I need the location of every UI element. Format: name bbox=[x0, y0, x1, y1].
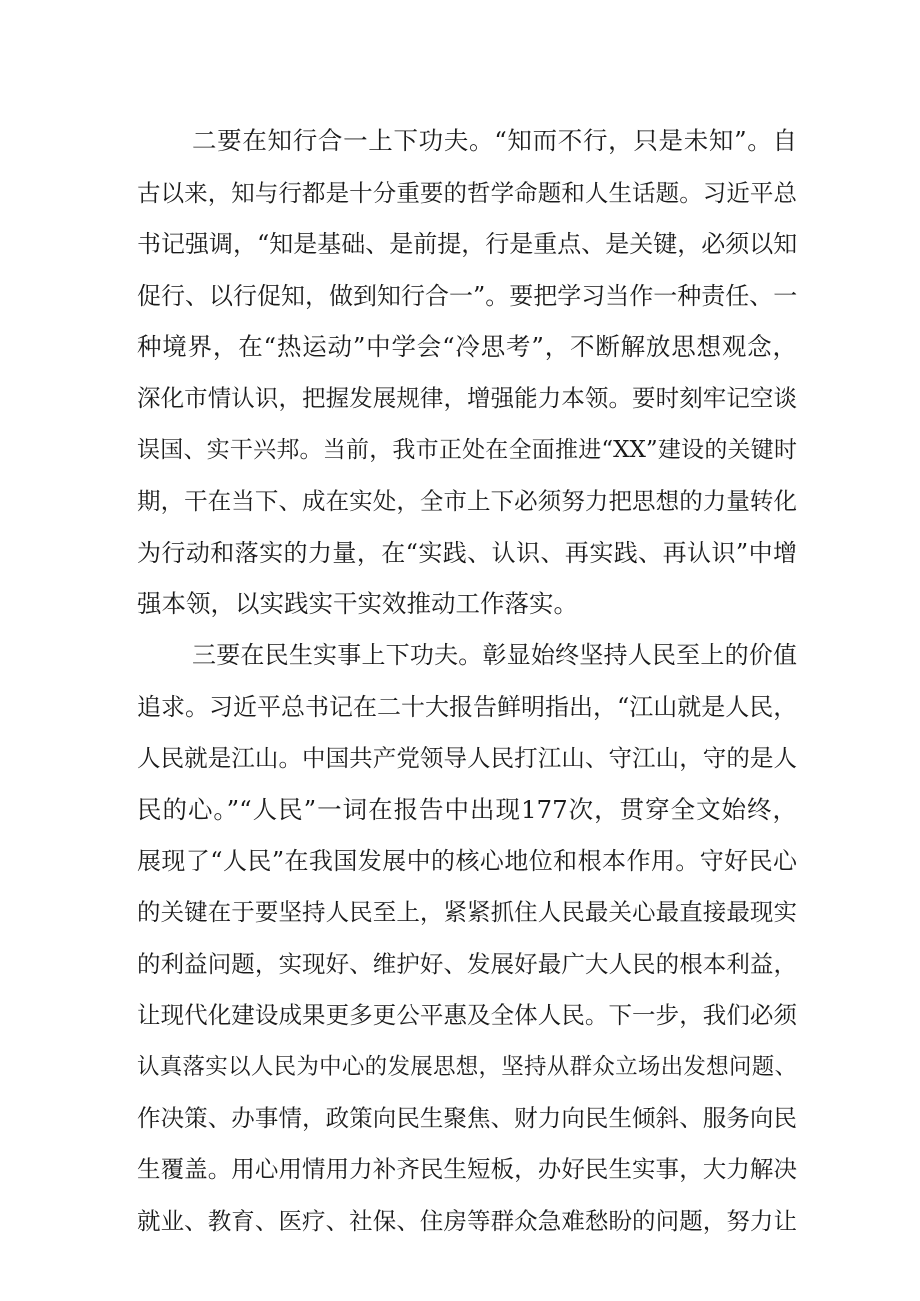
text-line: 强本领，以实践实干实效推动工作落实。 bbox=[137, 589, 578, 618]
text-line: 让现代化建设成果更多更公平惠及全体人民。下一步，我们必须 bbox=[137, 1001, 797, 1029]
text-line: 三要在民生实事上下功夫。彰显始终坚持人民至上的价值 bbox=[192, 641, 797, 669]
text-line: 人民就是江山。中国共产党领导人民打江山、守江山，守的是人 bbox=[137, 744, 797, 772]
text-line: 就业、教育、医疗、社保、住房等群众急难愁盼的问题，努力让 bbox=[137, 1207, 797, 1235]
text-line: 期，干在当下、成在实处，全市上下必须努力把思想的力量转化 bbox=[137, 487, 797, 515]
text-line: 误国、实干兴邦。当前，我市正处在全面推进“XX”建设的关键时 bbox=[137, 437, 797, 463]
text-line: 展现了“人民”在我国发展中的核心地位和根本作用。守好民心 bbox=[137, 847, 797, 875]
text-line: 书记强调，“知是基础、是前提，行是重点、是关键，必须以知 bbox=[137, 230, 798, 258]
text-line: 促行、以行促知，做到知行合一”。要把学习当作一种责任、一 bbox=[137, 282, 798, 310]
text-line: 为行动和落实的力量，在“实践、认识、再实践、再认识”中增 bbox=[137, 539, 797, 567]
text-line: 作决策、办事情，政策向民生聚焦、财力向民生倾斜、服务向民 bbox=[137, 1104, 797, 1132]
text-line: 二要在知行合一上下功夫。“知而不行，只是未知”。自 bbox=[192, 126, 797, 155]
text-line: 追求。习近平总书记在二十大报告鲜明指出，“江山就是人民， bbox=[137, 693, 798, 721]
text-line: 的关键在于要坚持人民至上，紧紧抓住人民最关心最直接最现实 bbox=[137, 898, 797, 926]
text-line: 的利益问题，实现好、维护好、发展好最广大人民的根本利益， bbox=[137, 950, 797, 978]
text-line: 种境界，在“热运动”中学会“冷思考”，不断解放思想观念， bbox=[137, 332, 797, 361]
text-line: 生覆盖。用心用情用力补齐民生短板，办好民生实事，大力解决 bbox=[137, 1155, 797, 1183]
text-line: 民的心。”“人民”一词在报告中出现177次，贯穿全文始终， bbox=[137, 795, 797, 824]
text-line: 深化市情认识，把握发展规律，增强能力本领。要时刻牢记空谈 bbox=[137, 384, 797, 412]
text-line: 认真落实以人民为中心的发展思想，坚持从群众立场出发想问题、 bbox=[137, 1054, 797, 1080]
text-line: 古以来，知与行都是十分重要的哲学命题和人生话题。习近平总 bbox=[137, 179, 797, 207]
